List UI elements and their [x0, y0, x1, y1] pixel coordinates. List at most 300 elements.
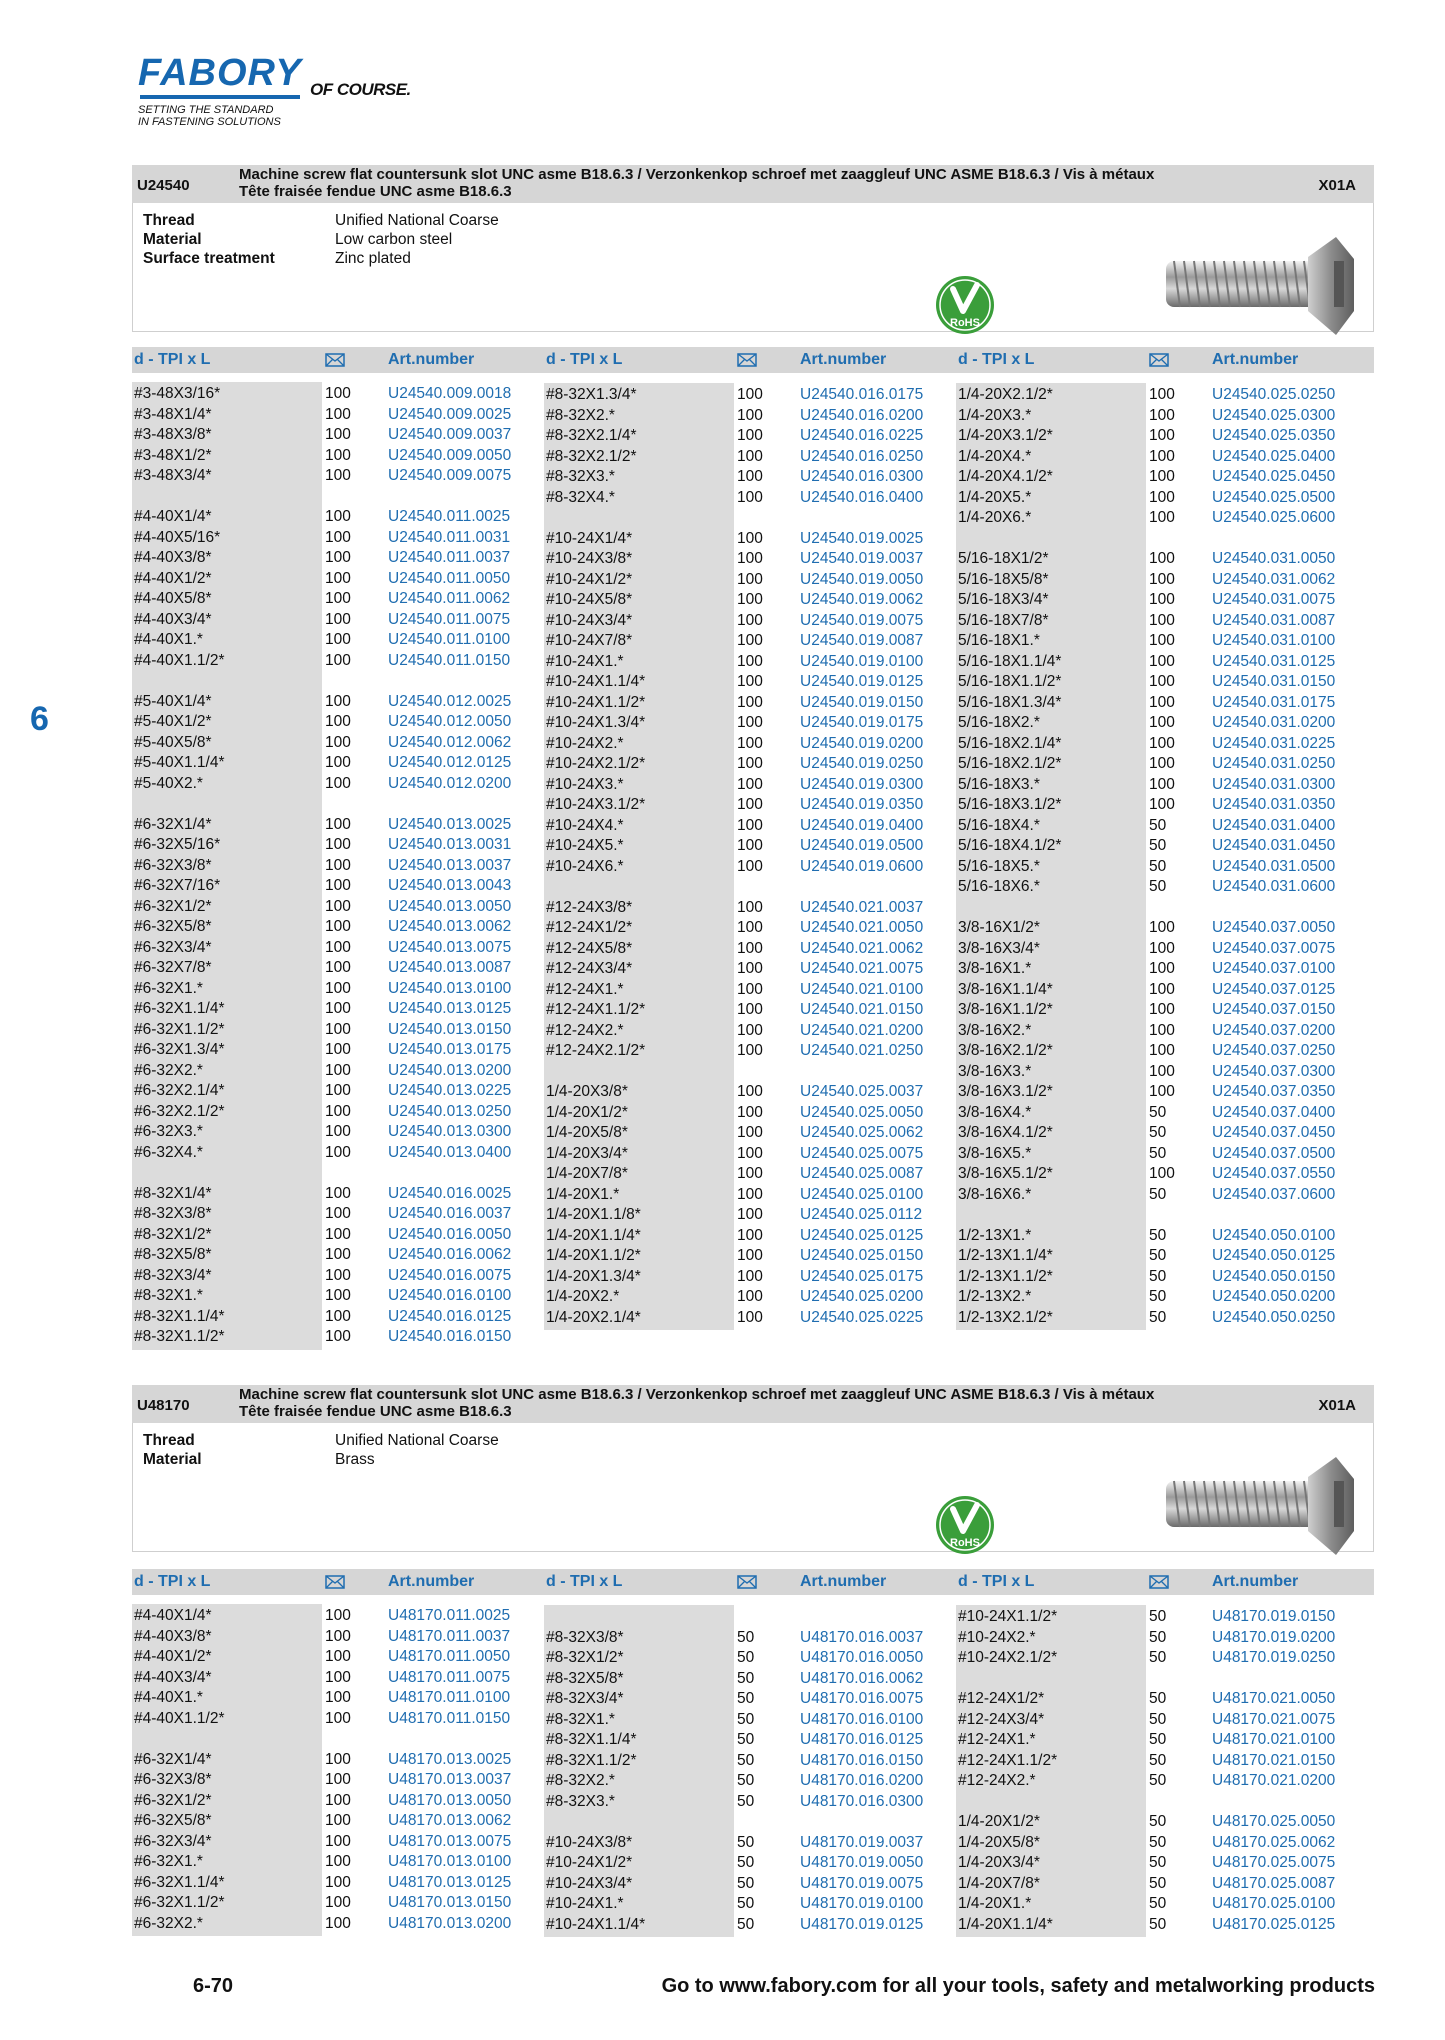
article-number-link[interactable]: U24540.011.0150 — [388, 651, 511, 669]
quantity-cell: 100 — [737, 1308, 763, 1326]
package-quantity-icon — [737, 1575, 757, 1594]
article-number-link[interactable]: U24540.050.0200 — [1212, 1288, 1336, 1305]
article-number-link[interactable]: U48170.019.0150 — [1212, 1608, 1336, 1625]
footer-link-text[interactable]: Go to www.fabory.com for all your tools, safety and metalworking products — [661, 1975, 1375, 1997]
article-number-link[interactable]: U24540.031.0075 — [1212, 591, 1336, 608]
article-number-link[interactable]: U24540.019.0037 — [800, 550, 924, 567]
article-number-link[interactable]: U24540.025.0250 — [1212, 386, 1336, 403]
size-cell: #4-40X3/8* — [134, 1627, 212, 1645]
article-number-link[interactable]: U24540.037.0400 — [1212, 1103, 1336, 1121]
column-header-artnumber: Art.number — [800, 351, 887, 368]
article-number-link[interactable]: U48170.016.0062 — [800, 1669, 924, 1687]
article-number-link[interactable]: U24540.025.0100 — [800, 1185, 924, 1203]
article-number-link[interactable]: U24540.019.0087 — [800, 632, 924, 649]
article-number-link[interactable]: U24540.016.0025 — [388, 1184, 512, 1202]
size-cell: #6-32X3/4* — [134, 1832, 212, 1850]
article-number-link[interactable]: U24540.037.0350 — [1212, 1083, 1336, 1100]
size-cell: #10-24X5.* — [546, 837, 624, 854]
quantity-cell: 100 — [325, 1873, 351, 1891]
quantity-cell: 100 — [325, 1771, 351, 1788]
article-number-link[interactable]: U24540.016.0225 — [800, 427, 924, 444]
size-cell: 1/4-20X2.* — [546, 1288, 620, 1305]
quantity-cell: 100 — [1149, 447, 1175, 465]
quantity-cell: 100 — [737, 980, 763, 998]
quantity-cell: 100 — [737, 857, 763, 875]
article-number-link[interactable]: U24540.013.0100 — [388, 979, 512, 997]
size-cell: 1/4-20X3/8* — [546, 1083, 628, 1100]
size-cell: #10-24X1.* — [546, 1895, 624, 1912]
article-number-link[interactable]: U24540.031.0350 — [1212, 796, 1336, 813]
quantity-cell: 100 — [737, 734, 763, 752]
size-cell: #10-24X1.1/2* — [546, 693, 646, 711]
article-number-link[interactable]: U24540.031.0125 — [1212, 652, 1336, 670]
size-cell: #8-32X5/8* — [134, 1246, 212, 1263]
article-number-link[interactable]: U24540.050.0125 — [1212, 1247, 1336, 1264]
article-number-link[interactable]: U48170.025.0087 — [1212, 1874, 1336, 1892]
size-cell: 3/8-16X4.1/2* — [958, 1124, 1053, 1141]
quantity-cell: 100 — [1149, 386, 1175, 403]
article-number-link[interactable]: U24540.019.0025 — [800, 529, 924, 547]
article-number-link[interactable]: U24540.019.0500 — [800, 837, 924, 854]
quantity-cell: 100 — [737, 1124, 763, 1141]
size-cell: #3-48X3/4* — [134, 467, 212, 484]
article-number-link[interactable]: U24540.009.0025 — [388, 405, 512, 423]
size-cell: #5-40X2.* — [134, 774, 203, 792]
quantity-cell: 100 — [325, 651, 351, 669]
article-number-link[interactable]: U24540.025.0600 — [1212, 509, 1336, 526]
size-cell: #10-24X5/8* — [546, 591, 633, 608]
article-number-link[interactable]: U24540.025.0200 — [800, 1288, 924, 1305]
size-cell: 3/8-16X3/4* — [958, 939, 1040, 957]
quantity-cell: 100 — [737, 1185, 763, 1203]
article-number-link[interactable]: U24540.031.0200 — [1212, 714, 1336, 731]
quantity-cell: 100 — [1149, 796, 1175, 813]
quantity-cell: 100 — [325, 877, 351, 894]
article-number-link[interactable]: U24540.019.0075 — [800, 611, 924, 629]
quantity-cell: 50 — [1149, 1895, 1167, 1912]
article-number-link[interactable]: U24540.031.0100 — [1212, 632, 1336, 649]
article-number-link[interactable]: U24540.013.0062 — [388, 918, 512, 935]
article-number-link[interactable]: U48170.013.0200 — [388, 1914, 512, 1932]
quantity-cell: 100 — [737, 1001, 763, 1018]
quantity-cell: 50 — [1149, 1833, 1167, 1851]
property-value: Brass — [335, 1451, 375, 1468]
article-number-link[interactable]: U48170.025.0062 — [1212, 1833, 1336, 1851]
article-number-link[interactable]: U24540.009.0037 — [388, 426, 512, 443]
size-cell: #10-24X1.* — [546, 652, 624, 670]
article-number-link[interactable]: U24540.025.0037 — [800, 1083, 924, 1100]
size-cell: 5/16-18X7/8* — [958, 611, 1049, 629]
quantity-cell: 50 — [1149, 1710, 1167, 1728]
quantity-cell: 100 — [325, 1853, 351, 1870]
article-number-link[interactable]: U24540.016.0050 — [388, 1225, 512, 1243]
article-number-link[interactable]: U24540.009.0018 — [388, 385, 512, 402]
article-number-link[interactable]: U48170.016.0300 — [800, 1792, 924, 1810]
article-number-link[interactable]: U48170.011.0100 — [388, 1689, 511, 1706]
article-number-link[interactable]: U48170.021.0200 — [1212, 1772, 1336, 1789]
article-number-link[interactable]: U48170.016.0125 — [800, 1731, 924, 1748]
article-number-link[interactable]: U24540.013.0087 — [388, 959, 512, 976]
article-number-link[interactable]: U24540.016.0250 — [800, 447, 924, 465]
quantity-cell: 100 — [325, 1082, 351, 1099]
article-number-link[interactable]: U24540.019.0200 — [800, 734, 924, 752]
article-number-link[interactable]: U24540.031.0400 — [1212, 816, 1336, 834]
quantity-cell: 100 — [737, 919, 763, 936]
article-number-link[interactable]: U24540.031.0150 — [1212, 673, 1336, 690]
article-number-link[interactable]: U24540.013.0043 — [388, 877, 512, 894]
article-number-link[interactable]: U24540.013.0025 — [388, 815, 512, 833]
article-number-link[interactable]: U24540.013.0150 — [388, 1020, 512, 1038]
quantity-cell: 50 — [1149, 1103, 1167, 1121]
article-number-link[interactable]: U48170.016.0075 — [800, 1690, 924, 1707]
article-number-link[interactable]: U24540.011.0050 — [388, 569, 511, 587]
article-number-link[interactable]: U24540.016.0400 — [800, 488, 924, 506]
article-number-link[interactable]: U24540.021.0050 — [800, 919, 924, 936]
size-cell: 5/16-18X1.1/2* — [958, 673, 1062, 690]
article-number-link[interactable]: U24540.031.0300 — [1212, 775, 1336, 793]
article-number-link[interactable]: U24540.025.0075 — [800, 1144, 924, 1162]
size-cell: 1/4-20X2.1/4* — [546, 1308, 641, 1326]
article-number-link[interactable]: U48170.016.0037 — [800, 1628, 924, 1646]
size-cell: 5/16-18X2.* — [958, 714, 1040, 731]
article-number-link[interactable]: U48170.011.0050 — [388, 1648, 511, 1665]
article-number-link[interactable]: U48170.021.0075 — [1212, 1710, 1336, 1728]
quantity-cell: 100 — [325, 938, 351, 956]
product-title-line: Tête fraisée fendue UNC asme B18.6.3 — [239, 1403, 512, 1420]
article-number-link[interactable]: U24540.050.0150 — [1212, 1267, 1336, 1285]
quantity-cell: 100 — [737, 1165, 763, 1182]
quantity-cell: 100 — [325, 1750, 351, 1768]
article-number-link[interactable]: U24540.031.0250 — [1212, 755, 1336, 772]
size-cell: #6-32X2.1/2* — [134, 1102, 225, 1120]
article-number-link[interactable]: U48170.013.0150 — [388, 1894, 512, 1911]
article-number-link[interactable]: U24540.031.0225 — [1212, 734, 1336, 752]
quantity-cell: 100 — [325, 774, 351, 792]
quantity-cell: 50 — [1149, 1772, 1167, 1789]
article-number-link[interactable]: U24540.037.0150 — [1212, 1001, 1336, 1018]
column-header-bar — [132, 347, 1374, 373]
article-number-link[interactable]: U24540.016.0062 — [388, 1246, 512, 1263]
article-number-link[interactable]: U24540.013.0225 — [388, 1082, 512, 1099]
size-cell: #8-32X1.1/2* — [134, 1328, 225, 1345]
quantity-cell: 100 — [737, 1042, 763, 1059]
size-cell: #6-32X5/16* — [134, 836, 221, 853]
quantity-cell: 100 — [737, 1247, 763, 1264]
column-header-size: d - TPI x L — [546, 1573, 623, 1590]
size-cell: #10-24X1/2* — [546, 570, 633, 588]
article-number-link[interactable]: U24540.031.0050 — [1212, 550, 1336, 567]
article-number-link[interactable]: U24540.025.0112 — [800, 1206, 923, 1223]
article-number-link[interactable]: U24540.009.0075 — [388, 467, 512, 484]
article-number-link[interactable]: U24540.025.0300 — [1212, 406, 1336, 424]
quantity-cell: 50 — [737, 1690, 755, 1707]
quantity-cell: 100 — [325, 836, 351, 853]
quantity-cell: 100 — [325, 1102, 351, 1120]
article-number-link[interactable]: U48170.013.0062 — [388, 1812, 512, 1829]
article-number-link[interactable]: U48170.019.0200 — [1212, 1628, 1336, 1646]
article-number-link[interactable]: U24540.025.0050 — [800, 1103, 924, 1121]
article-number-link[interactable]: U48170.013.0075 — [388, 1832, 512, 1850]
quantity-cell: 50 — [1149, 1226, 1167, 1244]
article-number-link[interactable]: U24540.021.0062 — [800, 939, 924, 957]
article-number-link[interactable]: U24540.025.0225 — [800, 1308, 924, 1326]
article-number-link[interactable]: U24540.016.0125 — [388, 1307, 512, 1325]
article-number-link[interactable]: U24540.013.0075 — [388, 938, 512, 956]
article-number-link[interactable]: U24540.011.0037 — [388, 549, 511, 566]
product-xcode: X01A — [1318, 177, 1356, 194]
article-number-link[interactable]: U24540.016.0037 — [388, 1205, 512, 1222]
article-number-link[interactable]: U48170.019.0037 — [800, 1833, 924, 1851]
size-cell: #12-24X5/8* — [546, 939, 633, 957]
quantity-cell: 100 — [325, 528, 351, 546]
size-cell: #4-40X1.* — [134, 631, 203, 648]
article-number-link[interactable]: U48170.025.0075 — [1212, 1854, 1336, 1871]
size-cell: #8-32X2.1/2* — [546, 447, 637, 465]
article-number-link[interactable]: U48170.019.0250 — [1212, 1649, 1336, 1666]
article-number-link[interactable]: U48170.025.0100 — [1212, 1895, 1336, 1912]
size-cell: #12-24X1.1/2* — [546, 1001, 646, 1018]
article-number-link[interactable]: U48170.011.0025 — [388, 1607, 511, 1624]
article-number-link[interactable]: U24540.019.0125 — [800, 673, 924, 690]
size-cell: 5/16-18X1/2* — [958, 550, 1049, 567]
article-number-link[interactable]: U24540.019.0300 — [800, 775, 924, 793]
article-number-link[interactable]: U24540.016.0150 — [388, 1328, 512, 1345]
size-cell: #10-24X3/8* — [546, 1833, 633, 1851]
size-cell: 1/4-20X2.1/2* — [958, 386, 1053, 403]
article-number-link[interactable]: U24540.016.0075 — [388, 1266, 512, 1284]
size-cell: #6-32X2.1/4* — [134, 1082, 225, 1099]
article-number-link[interactable]: U24540.019.0400 — [800, 816, 924, 834]
article-number-link[interactable]: U24540.037.0200 — [1212, 1021, 1336, 1039]
article-number-link[interactable]: U24540.019.0062 — [800, 591, 924, 608]
article-number-link[interactable]: U24540.050.0250 — [1212, 1308, 1336, 1326]
article-number-link[interactable]: U24540.021.0250 — [800, 1042, 924, 1059]
article-number-link[interactable]: U48170.019.0100 — [800, 1895, 924, 1912]
size-cell: #8-32X2.* — [546, 1772, 615, 1789]
size-cell: #5-40X1/4* — [134, 692, 212, 710]
size-cell: 5/16-18X1.* — [958, 632, 1040, 649]
article-number-link[interactable]: U48170.013.0037 — [388, 1771, 512, 1788]
quantity-cell: 50 — [1149, 1124, 1167, 1141]
article-number-link[interactable]: U24540.037.0600 — [1212, 1185, 1336, 1203]
article-number-link[interactable]: U24540.025.0450 — [1212, 468, 1336, 485]
article-number-link[interactable]: U24540.037.0550 — [1212, 1165, 1336, 1182]
size-cell: #10-24X1/2* — [546, 1854, 633, 1871]
article-number-link[interactable]: U24540.025.0175 — [800, 1267, 924, 1285]
article-number-link[interactable]: U24540.037.0450 — [1212, 1124, 1336, 1141]
quantity-cell: 100 — [737, 632, 763, 649]
quantity-cell: 100 — [325, 631, 351, 648]
article-number-link[interactable]: U24540.031.0087 — [1212, 611, 1336, 629]
size-cell: #6-32X1.3/4* — [134, 1041, 225, 1058]
article-number-link[interactable]: U48170.011.0150 — [388, 1709, 511, 1727]
size-cell: #6-32X4.* — [134, 1143, 203, 1161]
article-number-link[interactable]: U24540.037.0075 — [1212, 939, 1336, 957]
package-quantity-icon — [325, 353, 345, 372]
article-number-link[interactable]: U24540.025.0500 — [1212, 488, 1336, 506]
article-number-link[interactable]: U24540.037.0300 — [1212, 1062, 1336, 1080]
article-number-link[interactable]: U48170.011.0037 — [388, 1627, 511, 1645]
quantity-cell: 100 — [325, 569, 351, 587]
article-number-link[interactable]: U48170.019.0075 — [800, 1874, 924, 1892]
article-number-link[interactable]: U24540.011.0075 — [388, 610, 511, 628]
article-number-link[interactable]: U24540.037.0050 — [1212, 919, 1336, 936]
article-number-link[interactable]: U24540.011.0025 — [388, 508, 511, 525]
article-number-link[interactable]: U24540.031.0450 — [1212, 837, 1336, 854]
quantity-cell: 100 — [325, 508, 351, 525]
article-number-link[interactable]: U48170.021.0150 — [1212, 1751, 1336, 1769]
article-number-link[interactable]: U24540.031.0062 — [1212, 570, 1336, 588]
quantity-cell: 100 — [737, 1103, 763, 1121]
article-number-link[interactable]: U24540.013.0400 — [388, 1143, 512, 1161]
size-cell: #10-24X3/4* — [546, 611, 633, 629]
article-number-link[interactable]: U24540.012.0125 — [388, 754, 512, 771]
article-number-link[interactable]: U24540.013.0300 — [388, 1123, 512, 1140]
size-cell: #8-32X1.1/4* — [134, 1307, 225, 1325]
article-number-link[interactable]: U24540.021.0150 — [800, 1001, 924, 1018]
article-number-link[interactable]: U48170.021.0050 — [1212, 1690, 1336, 1707]
size-cell: #12-24X3/8* — [546, 898, 633, 916]
article-number-link[interactable]: U24540.025.0062 — [800, 1124, 924, 1141]
article-number-link[interactable]: U24540.019.0250 — [800, 755, 924, 772]
article-number-link[interactable]: U48170.025.0050 — [1212, 1813, 1336, 1830]
size-cell: 5/16-18X1.3/4* — [958, 693, 1062, 711]
article-number-link[interactable]: U24540.025.0125 — [800, 1226, 924, 1244]
size-cell: 1/4-20X1.* — [546, 1185, 620, 1203]
article-number-link[interactable]: U24540.012.0062 — [388, 733, 512, 751]
article-number-link[interactable]: U24540.013.0175 — [388, 1041, 512, 1058]
article-number-link[interactable]: U24540.021.0200 — [800, 1021, 924, 1039]
article-number-link[interactable]: U24540.019.0350 — [800, 796, 924, 813]
article-number-link[interactable]: U24540.019.0100 — [800, 652, 924, 670]
size-cell: 1/4-20X3/4* — [546, 1144, 628, 1162]
size-cell: 3/8-16X1/2* — [958, 919, 1040, 936]
quantity-cell: 50 — [1149, 837, 1167, 854]
article-number-link[interactable]: U24540.016.0300 — [800, 468, 924, 485]
size-cell: #6-32X5/8* — [134, 918, 212, 935]
size-cell: #6-32X1/2* — [134, 1791, 212, 1809]
quantity-cell: 100 — [325, 1328, 351, 1345]
article-number-link[interactable]: U24540.021.0100 — [800, 980, 924, 998]
article-number-link[interactable]: U24540.012.0050 — [388, 713, 512, 730]
article-number-link[interactable]: U24540.012.0200 — [388, 774, 512, 792]
article-number-link[interactable]: U24540.012.0025 — [388, 692, 512, 710]
article-number-link[interactable]: U48170.016.0050 — [800, 1649, 924, 1666]
article-number-link[interactable]: U24540.025.0150 — [800, 1247, 924, 1264]
quantity-cell: 100 — [325, 590, 351, 607]
article-number-link[interactable]: U24540.019.0175 — [800, 714, 924, 731]
quantity-cell: 100 — [1149, 427, 1175, 444]
product-info-box — [132, 203, 1374, 332]
article-number-link[interactable]: U24540.031.0600 — [1212, 878, 1336, 895]
article-number-link[interactable]: U24540.011.0062 — [388, 590, 511, 607]
size-cell: #6-32X1.1/4* — [134, 1873, 225, 1891]
article-number-link[interactable]: U48170.016.0150 — [800, 1751, 924, 1769]
article-number-link[interactable]: U24540.013.0031 — [388, 836, 512, 853]
article-number-link[interactable]: U48170.011.0075 — [388, 1668, 511, 1686]
svg-text:RoHS: RoHS — [950, 1537, 980, 1549]
quantity-cell: 100 — [325, 1791, 351, 1809]
size-cell: #6-32X3/8* — [134, 856, 212, 874]
article-number-link[interactable]: U24540.031.0500 — [1212, 857, 1336, 875]
size-cell: 5/16-18X3.* — [958, 775, 1040, 793]
quantity-cell: 100 — [325, 1894, 351, 1911]
size-cell: #6-32X1/4* — [134, 1750, 212, 1768]
article-number-link[interactable]: U24540.021.0037 — [800, 898, 924, 916]
article-number-link[interactable]: U24540.011.0100 — [388, 631, 511, 648]
article-number-link[interactable]: U24540.013.0050 — [388, 897, 512, 915]
article-number-link[interactable]: U24540.013.0125 — [388, 1000, 512, 1017]
quantity-cell: 100 — [325, 405, 351, 423]
quantity-cell: 100 — [325, 549, 351, 566]
quantity-cell: 100 — [1149, 755, 1175, 772]
article-number-link[interactable]: U24540.016.0200 — [800, 406, 924, 424]
article-number-link[interactable]: U24540.016.0175 — [800, 386, 924, 403]
size-cell: 5/16-18X5.* — [958, 857, 1040, 875]
property-label: Surface treatment — [143, 250, 275, 267]
article-number-link[interactable]: U24540.037.0250 — [1212, 1042, 1336, 1059]
size-cell: #8-32X1.* — [546, 1710, 615, 1728]
article-number-link[interactable]: U48170.013.0025 — [388, 1750, 512, 1768]
article-number-link[interactable]: U48170.013.0125 — [388, 1873, 512, 1891]
quantity-cell: 100 — [737, 591, 763, 608]
size-cell: #8-32X1/4* — [134, 1184, 212, 1202]
article-number-link[interactable]: U24540.013.0037 — [388, 856, 512, 874]
quantity-cell: 100 — [325, 1832, 351, 1850]
article-number-link[interactable]: U48170.019.0125 — [800, 1915, 924, 1933]
article-number-link[interactable]: U24540.019.0150 — [800, 693, 924, 711]
article-number-link[interactable]: U24540.031.0175 — [1212, 693, 1336, 711]
chapter-number: 6 — [30, 700, 49, 738]
quantity-cell: 100 — [1149, 468, 1175, 485]
article-number-link[interactable]: U48170.016.0200 — [800, 1772, 924, 1789]
article-number-link[interactable]: U48170.025.0125 — [1212, 1915, 1336, 1933]
article-number-link[interactable]: U24540.025.0400 — [1212, 447, 1336, 465]
article-number-link[interactable]: U24540.025.0350 — [1212, 427, 1336, 444]
article-number-link[interactable]: U48170.013.0050 — [388, 1791, 512, 1809]
article-number-link[interactable]: U24540.011.0031 — [388, 528, 511, 546]
quantity-cell: 50 — [1149, 857, 1167, 875]
article-number-link[interactable]: U24540.019.0600 — [800, 857, 924, 875]
quantity-cell: 50 — [737, 1792, 755, 1810]
size-cell: #5-40X1.1/4* — [134, 754, 225, 771]
article-number-link[interactable]: U48170.013.0100 — [388, 1853, 512, 1870]
article-number-link[interactable]: U24540.037.0100 — [1212, 960, 1336, 977]
article-number-link[interactable]: U24540.021.0075 — [800, 960, 924, 977]
article-number-link[interactable]: U24540.025.0087 — [800, 1165, 924, 1182]
quantity-cell: 50 — [1149, 1854, 1167, 1871]
quantity-cell: 100 — [1149, 960, 1175, 977]
article-number-link[interactable]: U24540.009.0050 — [388, 446, 512, 464]
quantity-cell: 50 — [737, 1915, 755, 1933]
size-cell: 3/8-16X5.* — [958, 1144, 1032, 1162]
size-cell: 3/8-16X1.1/2* — [958, 1001, 1053, 1018]
size-cell: #6-32X5/8* — [134, 1812, 212, 1829]
quantity-cell: 100 — [325, 1709, 351, 1727]
article-number-link[interactable]: U24540.013.0250 — [388, 1102, 512, 1120]
logo-subtitle — [138, 104, 281, 128]
article-number-link[interactable]: U24540.037.0500 — [1212, 1144, 1336, 1162]
article-number-link[interactable]: U24540.019.0050 — [800, 570, 924, 588]
article-number-link[interactable]: U24540.013.0200 — [388, 1061, 512, 1079]
article-number-link[interactable]: U48170.019.0050 — [800, 1854, 924, 1871]
quantity-cell: 100 — [737, 693, 763, 711]
article-number-link[interactable]: U24540.037.0125 — [1212, 980, 1336, 998]
article-number-link[interactable]: U48170.016.0100 — [800, 1710, 924, 1728]
article-number-link[interactable]: U24540.050.0100 — [1212, 1226, 1336, 1244]
article-number-link[interactable]: U24540.016.0100 — [388, 1287, 512, 1304]
article-number-link[interactable]: U48170.021.0100 — [1212, 1731, 1336, 1748]
